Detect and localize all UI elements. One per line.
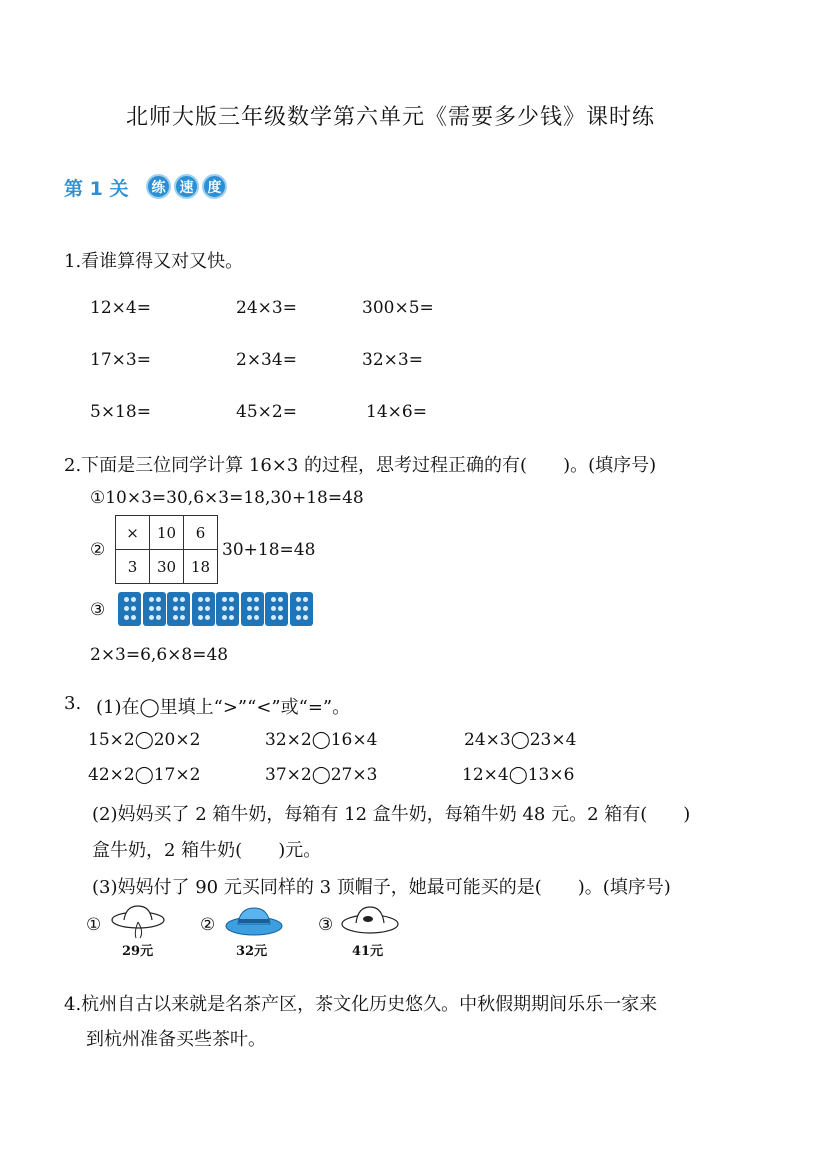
- q2-method-1: ①10×3=30,6×3=18,30+18=48: [90, 488, 364, 508]
- q3-compare: 32×2◯16×4: [265, 730, 378, 750]
- hat-3-price: 41元: [352, 944, 384, 959]
- hat-2-price: 32元: [236, 944, 268, 959]
- q4-line1: 4.杭州自古以来就是名茶产区，茶文化历史悠久。中秋假期期间乐乐一家来: [64, 994, 658, 1015]
- table-cell: 6: [184, 516, 218, 550]
- q3-part3: (3)妈妈付了 90 元买同样的 3 顶帽子，她最可能买的是( )。(填序号): [92, 877, 671, 898]
- q3-number: 3.: [64, 693, 82, 714]
- q1-item: 32×3=: [362, 350, 423, 370]
- level-label: 第 1 关: [64, 178, 129, 200]
- q2-method-3-mark: ③: [90, 600, 106, 620]
- q1-item: 17×3=: [90, 350, 151, 370]
- die: [290, 592, 313, 626]
- q2-multiplication-table: [115, 515, 218, 584]
- hat-1-mark: ①: [86, 915, 102, 935]
- die: [192, 592, 215, 626]
- hat-2-mark: ②: [200, 915, 216, 935]
- table-cell: 10: [150, 516, 184, 550]
- badge-char-3: 度: [202, 174, 227, 199]
- q3-part2-line2: 盒牛奶，2 箱牛奶( )元。: [92, 840, 322, 861]
- q1-item: 24×3=: [236, 298, 297, 318]
- hat-3-mark: ③: [318, 915, 334, 935]
- q1-item: 2×34=: [236, 350, 297, 370]
- table-cell: 3: [116, 550, 150, 584]
- die: [167, 592, 190, 626]
- q3-compare: 24×3◯23×4: [464, 730, 577, 750]
- badge-char-1: 练: [146, 174, 171, 199]
- q2-method-3-calc: 2×3=6,6×8=48: [90, 645, 229, 665]
- hat-2-icon: [222, 902, 286, 942]
- q1-item: 300×5=: [362, 298, 434, 318]
- q3-compare: 12×4◯13×6: [462, 765, 575, 785]
- q1-item: 12×4=: [90, 298, 151, 318]
- die: [216, 592, 239, 626]
- table-cell: ×: [116, 516, 150, 550]
- q4-line2: 到杭州准备买些茶叶。: [86, 1029, 266, 1050]
- q3-compare: 37×2◯27×3: [265, 765, 378, 785]
- hat-1-icon: [106, 902, 170, 942]
- q1-item: 14×6=: [366, 402, 427, 422]
- q2-method-2-mark: ②: [90, 540, 106, 560]
- die: [265, 592, 288, 626]
- die: [143, 592, 166, 626]
- q2-method-2-tail: 30+18=48: [222, 540, 316, 560]
- table-cell: 18: [184, 550, 218, 584]
- q3-compare: 15×2◯20×2: [88, 730, 201, 750]
- page-title: 北师大版三年级数学第六单元《需要多少钱》课时练: [126, 105, 656, 130]
- q3-part1: (1)在◯里填上“>”“<”或“=”。: [96, 697, 351, 718]
- q2-stem: 2.下面是三位同学计算 16×3 的过程，思考过程正确的有( )。(填序号): [64, 455, 657, 476]
- hat-3-icon: [338, 902, 402, 942]
- hat-1-price: 29元: [122, 944, 154, 959]
- q1-stem: 1.看谁算得又对又快。: [64, 251, 244, 272]
- q1-item: 45×2=: [236, 402, 297, 422]
- q3-compare: 42×2◯17×2: [88, 765, 201, 785]
- badge-char-2: 速: [174, 174, 199, 199]
- die: [241, 592, 264, 626]
- table-cell: 30: [150, 550, 184, 584]
- q1-item: 5×18=: [90, 402, 151, 422]
- die: [118, 592, 141, 626]
- q3-part2-line1: (2)妈妈买了 2 箱牛奶，每箱有 12 盒牛奶，每箱牛奶 48 元。2 箱有( ): [92, 804, 691, 825]
